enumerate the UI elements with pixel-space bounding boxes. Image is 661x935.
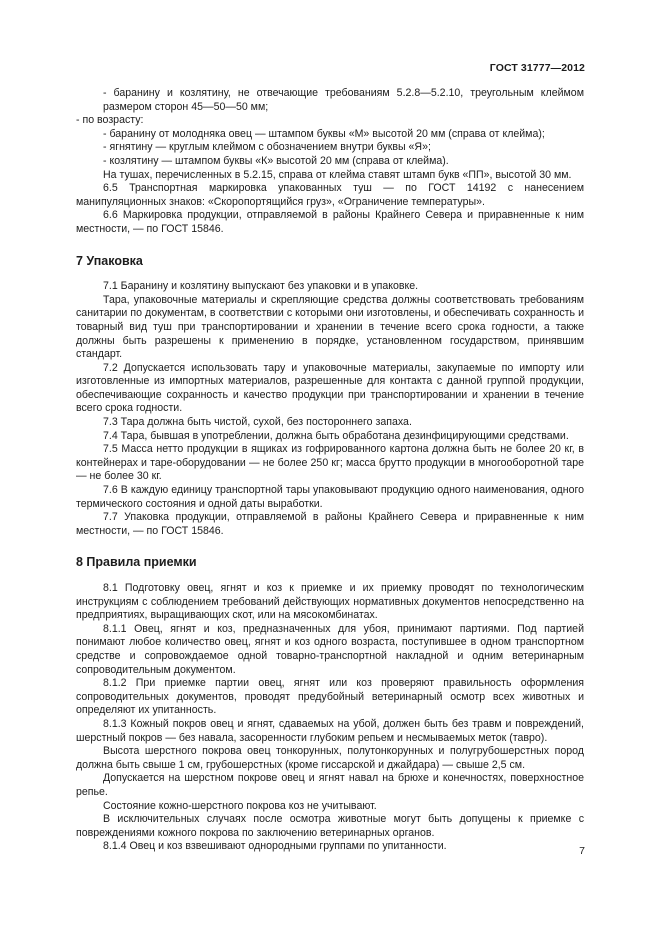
marking-lamb: - ягнятину — круглым клеймом с обозначением внутри буквы «Я»; [103, 141, 431, 154]
clause-8-1: 8.1 Подготовку овец, ягнят и коз к приемке и их приемку проводят по технологическим инструкциям с соблюдением требований действующих нормативных документов непосредственно на предприятиях, выращивающих скот, или на мясокомбинатах. [76, 582, 584, 622]
document-id-header: ГОСТ 31777—2012 [489, 62, 585, 74]
document-body [76, 87, 584, 854]
paragraph-text: - баранину и козлятину, не отвечающие требованиям 5.2.8—5.2.10, треугольным клеймом размером сторон 45—50—50 мм; [103, 87, 584, 113]
marking-goat: - козлятину — штампом буквы «К» высотой 20 мм (справа от клейма). [103, 154, 449, 167]
section-7-heading: 7 Упаковка [76, 253, 143, 268]
clause-7-3: 7.3 Тара должна быть чистой, сухой, без постороннего запаха. [103, 416, 412, 429]
clause-7-6: 7.6 В каждую единицу транспортной тары упаковывают продукцию одного наименования, одного термического состояния и одной даты выработки. [76, 484, 584, 510]
clause-6-5: 6.5 Транспортная маркировка упакованных туш — по ГОСТ 14192 с нанесением манипуляционных знаков: «Скоропортящийся груз», «Ограничение температуры». [76, 182, 584, 208]
section-8-heading: 8 Правила приемки [76, 555, 197, 570]
clause-7-7: 7.7 Упаковка продукции, отправляемой в районы Крайнего Севера и приравненные к ним местности, — по ГОСТ 15846. [76, 511, 584, 537]
clause-7-1-tara: Тара, упаковочные материалы и скрепляющие средства должны соответствовать требованиям санитарии по документам, в соответствии с которыми они изготовлены, и обеспечивать сохранность и товарный вид туш при транспортировании и хранении в течение всего срока годности, а также должны быть разрешены к применению в порядке, установленном государством, принявшим стандарт. [76, 293, 584, 361]
marking-condemned [76, 87, 584, 114]
clause-7-2: 7.2 Допускается использовать тару и упаковочные материалы, закупаемые по импорту или изготовленные из импортных материалов, разрешенные для контакта с данной группой продукции, обеспечивающие сохранность и качество продукции при транспортировании и хранении в течение всего срока годности. [76, 361, 584, 415]
clause-8-1-3-wool-height: Высота шерстного покрова овец тонкорунных, полутонкорунных и полугрубошерстных пород должна быть свыше 1 см, грубошерстных (кроме гиссарской и джайдара) — свыше 2,5 см. [76, 745, 584, 771]
clause-7-1: 7.1 Баранину и козлятину выпускают без упаковки и в упаковке. [103, 280, 419, 293]
marking-pp-stamp: На тушах, перечисленных в 5.2.15, справа от клейма ставят штамп букв «ПП», высотой 30 мм. [103, 168, 572, 181]
marking-young-sheep: - баранину от молодняка овец — штампом буквы «М» высотой 20 мм (справа от клейма); [103, 127, 545, 140]
clause-8-1-3-goats: Состояние кожно-шерстного покрова коз не учитывают. [103, 799, 377, 812]
clause-7-5: 7.5 Масса нетто продукции в ящиках из гофрированного картона должна быть не более 20 кг, в контейнерах и таре-оборудовании — не более 250 кг; масса брутто продукции в многооборотной таре — не более 30 кг. [76, 443, 584, 483]
clause-8-1-3-exceptions: В исключительных случаях после осмотра животные могут быть допущены к приемке с повреждениями кожного покрова по заключению ветеринарных органов. [76, 813, 584, 839]
marking-by-age-intro: - по возрасту: [76, 114, 144, 127]
clause-8-1-3: 8.1.3 Кожный покров овец и ягнят, сдаваемых на убой, должен быть без травм и повреждений, шерстный покров — без навала, засоренности глубоким репьем и несмываемых меток (тавро). [76, 717, 584, 744]
clause-8-1-4: 8.1.4 Овец и коз взвешивают однородными группами по упитанности. [103, 840, 447, 853]
page-number: 7 [579, 845, 585, 857]
clause-8-1-2: 8.1.2 При приемке партии овец, ягнят или коз проверяют правильность оформления сопроводительных документов, проводят предубойный ветеринарный осмотр всех животных и определяют их упитанность. [76, 677, 584, 717]
clause-6-6: 6.6 Маркировка продукции, отправляемой в районы Крайнего Севера и приравненные к ним местности, — по ГОСТ 15846. [76, 209, 584, 235]
clause-8-1-1: 8.1.1 Овец, ягнят и коз, предназначенных для убоя, принимают партиями. Под партией понимают любое количество овец, ягнят и коз одного возраста, поступившее в одном транспортном средстве и сопровождаемое одной товарно-транспортной накладной и одним ветеринарным сопроводительным документом. [76, 622, 584, 676]
clause-8-1-3-allowed: Допускается на шерстном покрове овец и ягнят навал на брюхе и конечностях, поверхностное репье. [76, 772, 584, 798]
clause-7-4: 7.4 Тара, бывшая в употреблении, должна быть обработана дезинфицирующими средствами. [103, 429, 569, 442]
